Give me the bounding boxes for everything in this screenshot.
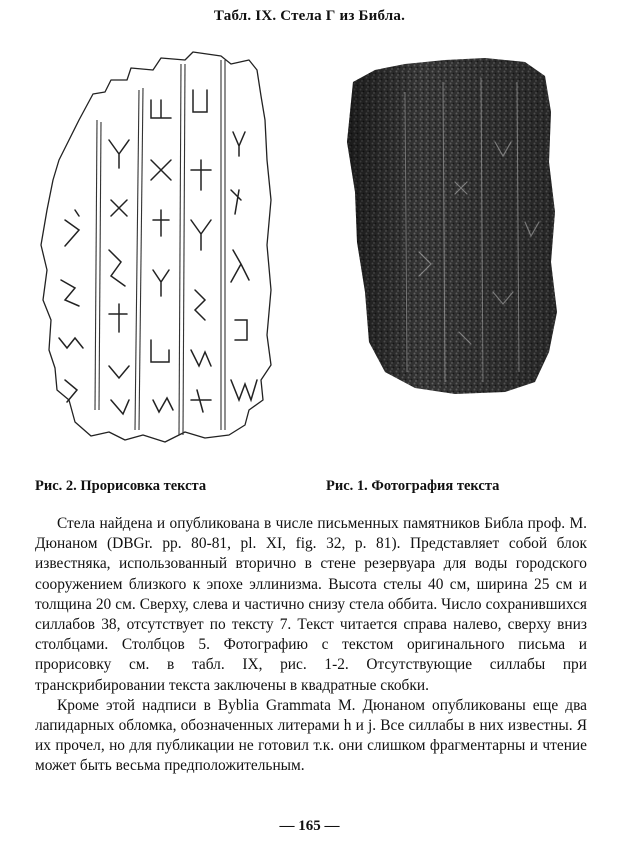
sign-23	[111, 400, 129, 414]
sign-11	[191, 390, 211, 412]
column-divider-1	[95, 120, 97, 410]
sign-25	[61, 280, 79, 306]
column-divider-3	[135, 90, 139, 430]
sign-14	[153, 210, 169, 236]
sign-8	[191, 220, 211, 250]
sign-16	[151, 340, 169, 362]
sign-6	[193, 90, 207, 112]
sign-18	[109, 140, 129, 168]
sign-7	[191, 160, 211, 190]
sign-24	[65, 210, 79, 246]
figure-2-caption: Рис. 2. Прорисовка текста	[35, 478, 207, 494]
column-divider-5	[179, 64, 181, 435]
sign-19	[111, 200, 127, 216]
sign-17	[153, 398, 173, 412]
sign-26	[59, 338, 83, 348]
paragraph-1: Стела найдена и опубликована в числе письменных памятников Библа проф. М. Дюнаном (DBGr. pp. 80-81, pl. XI, fig. 32, p. 81). Представляет собой блок известняка, использованный вторично в стене резервуара для воды городского сооружением близкого к эпохе эллинизма. Высота стелы 40 см, ширина 25 см и толщина 20 см. Сверху, слева и частично снизу стела оббита. Число сохранившихся силлабов 38, отсутствует по тексту 7. Текст читается справа налево, сверху вниз столбцами. Столбцов 5. Фотографию с текстом оригинального письма и прорисовку см. в табл. IX, рис. 1-2. Отсутствующие силлабы при транскрибировании текста заключены в квадратные скобки.	[35, 515, 587, 694]
sign-21	[109, 304, 127, 332]
stele-photo	[335, 52, 565, 402]
sign-4	[235, 320, 247, 340]
sign-1	[233, 132, 245, 156]
stele-outline	[41, 52, 271, 442]
stele-drawing	[35, 50, 280, 445]
sign-15	[153, 270, 169, 296]
sign-20	[109, 250, 125, 286]
sign-22	[109, 366, 129, 378]
column-divider-4	[139, 88, 143, 430]
sign-5	[231, 380, 257, 400]
table-title: Табл. IX. Стела Г из Библа.	[213, 8, 406, 24]
sign-13	[151, 160, 171, 180]
page-number: — 165 —	[279, 818, 340, 834]
sign-3	[231, 250, 249, 282]
sign-9	[195, 290, 205, 320]
sign-10	[191, 350, 211, 366]
body-text	[35, 514, 587, 777]
figure-1-caption: Рис. 1. Фотография текста	[326, 478, 500, 494]
sign-2	[231, 190, 241, 214]
sign-12	[151, 100, 171, 118]
column-divider-6	[183, 64, 185, 435]
column-divider-2	[99, 122, 101, 410]
paragraph-2: Кроме этой надписи в Byblia Grammata М. Дюнаном опубликованы еще два лапидарных обломка, обозначенных литерами h и j. Все силлабы в них известны. Я их прочел, но для публикации не готовил т.к. они слишком фрагментарны и чтение может быть весьма предположительным.	[35, 696, 587, 775]
